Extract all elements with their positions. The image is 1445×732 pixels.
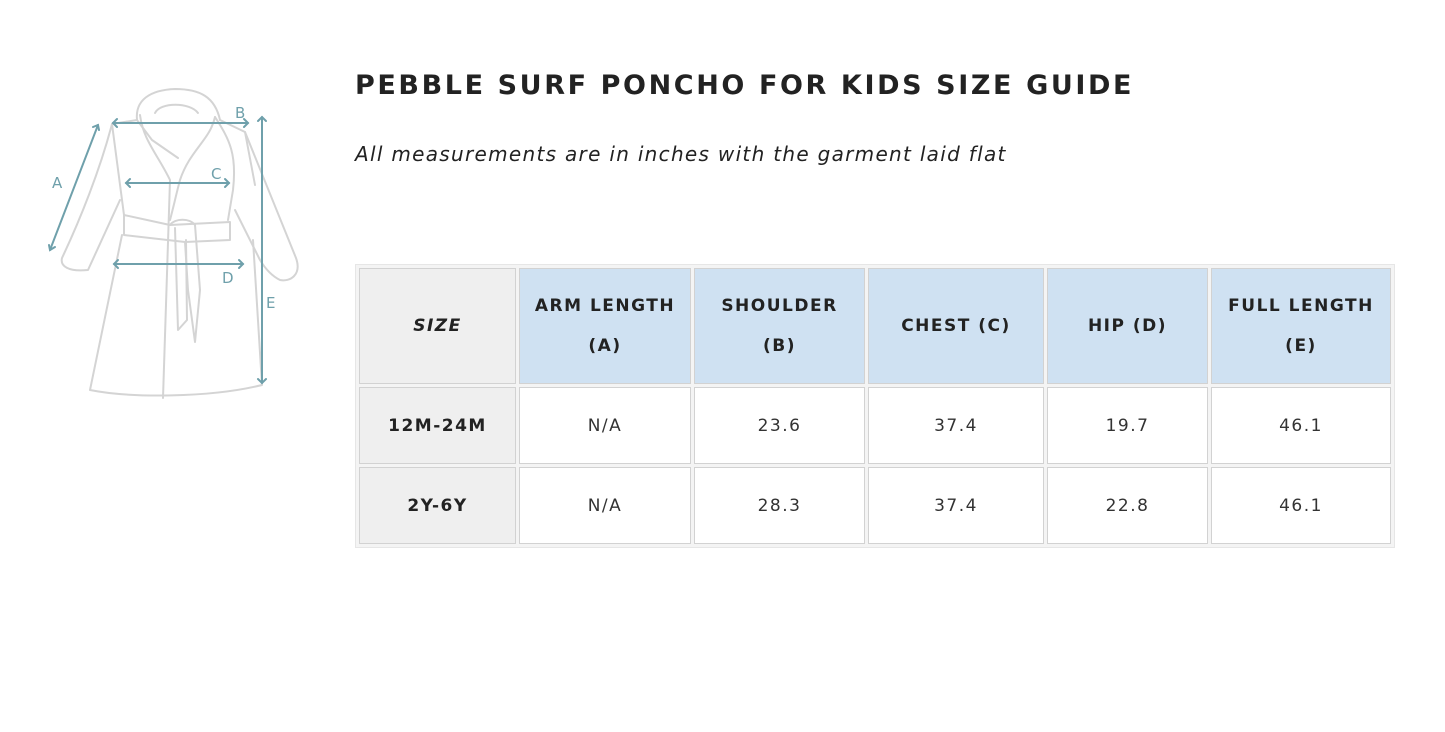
page-title: PEBBLE SURF PONCHO FOR KIDS SIZE GUIDE <box>355 70 1135 101</box>
cell-full-length: 46.1 <box>1211 387 1391 464</box>
cell-shoulder: 28.3 <box>694 467 865 544</box>
label-e: E <box>266 294 276 312</box>
cell-size: 12M-24M <box>359 387 516 464</box>
header-hip: HIP (D) <box>1047 268 1208 384</box>
cell-chest: 37.4 <box>868 467 1044 544</box>
measurement-note: All measurements are in inches with the garment laid flat <box>355 142 1007 166</box>
table-header-row <box>359 268 1391 384</box>
size-guide-table <box>355 264 1395 548</box>
label-a: A <box>52 174 63 192</box>
table-row <box>359 467 1391 544</box>
header-size: SIZE <box>359 268 516 384</box>
cell-full-length: 46.1 <box>1211 467 1391 544</box>
cell-chest: 37.4 <box>868 387 1044 464</box>
header-chest: CHEST (C) <box>868 268 1044 384</box>
table-row <box>359 387 1391 464</box>
label-c: C <box>211 165 222 183</box>
cell-size: 2Y-6Y <box>359 467 516 544</box>
cell-arm-length: N/A <box>519 387 691 464</box>
cell-hip: 19.7 <box>1047 387 1208 464</box>
label-d: D <box>222 269 234 287</box>
robe-measurement-diagram-icon <box>40 80 310 410</box>
header-full-length: FULL LENGTH (E) <box>1211 268 1391 384</box>
cell-shoulder: 23.6 <box>694 387 865 464</box>
cell-hip: 22.8 <box>1047 467 1208 544</box>
cell-arm-length: N/A <box>519 467 691 544</box>
header-shoulder: SHOULDER (B) <box>694 268 865 384</box>
header-arm-length: ARM LENGTH (A) <box>519 268 691 384</box>
label-b: B <box>235 104 246 122</box>
